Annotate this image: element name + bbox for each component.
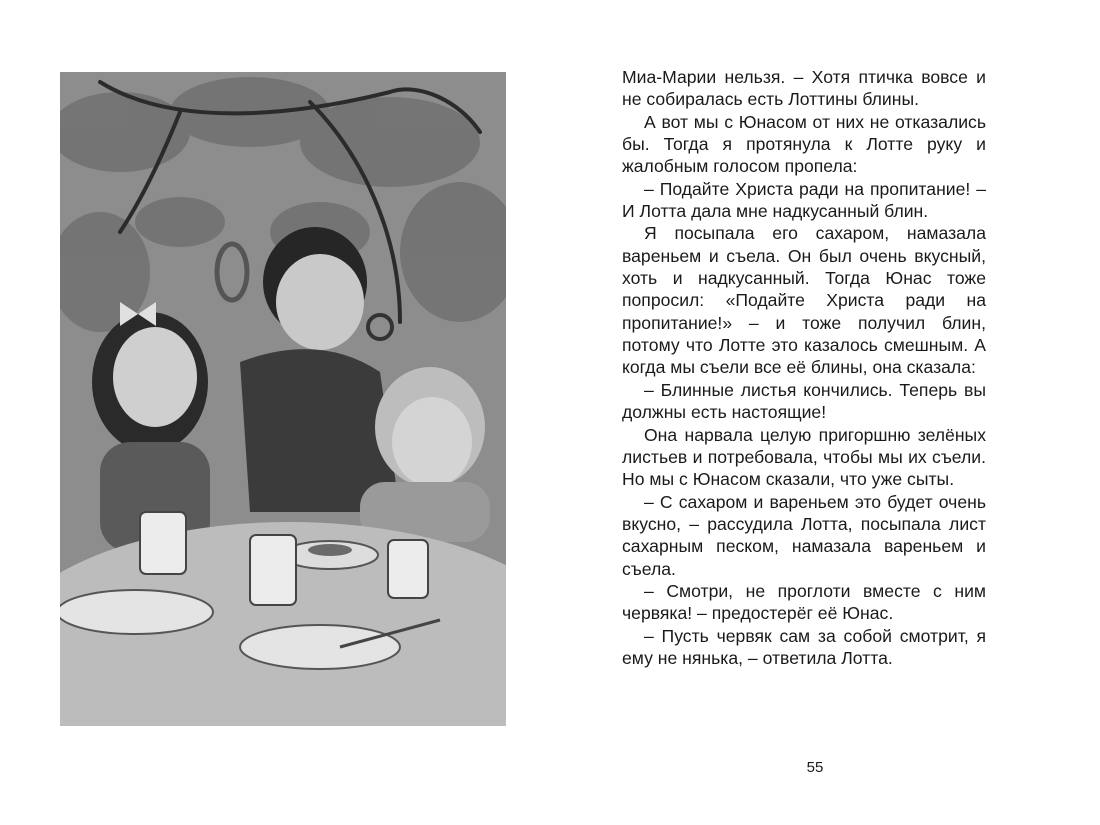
paragraph: А вот мы с Юнасом от них не отказались бы. Тогда я протянула к Лотте руку и жалобным голосом пропела:: [622, 111, 986, 177]
paragraph: Она нарвала целую пригоршню зелёных листьев и потребовала, чтобы мы их съели. Но мы с Юнасом сказали, что уже сыты.: [622, 424, 986, 490]
paragraph: – С сахаром и вареньем это будет очень вкусно, – рассудила Лотта, посыпала лист сахарным песком, намазала вареньем и съела.: [622, 491, 986, 579]
paragraph: – Смотри, не проглоти вместе с ним червяка! – предостерёг её Юнас.: [622, 580, 986, 624]
illustration: [60, 72, 506, 726]
illustration-drawing: [60, 72, 506, 726]
paragraph: Миа-Марии нельзя. – Хотя птичка вовсе и не собиралась есть Лоттины блины.: [622, 67, 986, 110]
paragraph: – Пусть червяк сам за собой смотрит, я ему не нянька, – ответила Лотта.: [622, 625, 986, 668]
paragraph: – Блинные листья кончились. Теперь вы должны есть настоящие!: [622, 379, 986, 423]
paragraph: Я посыпала его сахаром, намазала вареньем и съела. Он был очень вкусный, хоть и надкусанный. Тогда Юнас тоже попросил: «Подайте Христа ради на пропитание!» – и тоже получил блин, потому что Лотте это казалось смешным. А когда мы съели все её блины, она сказала:: [622, 223, 986, 378]
page-number: 55: [806, 759, 824, 776]
text-column: [622, 66, 986, 669]
paragraph: – Подайте Христа ради на пропитание! – И Лотта дала мне надкусанный блин.: [622, 178, 986, 222]
